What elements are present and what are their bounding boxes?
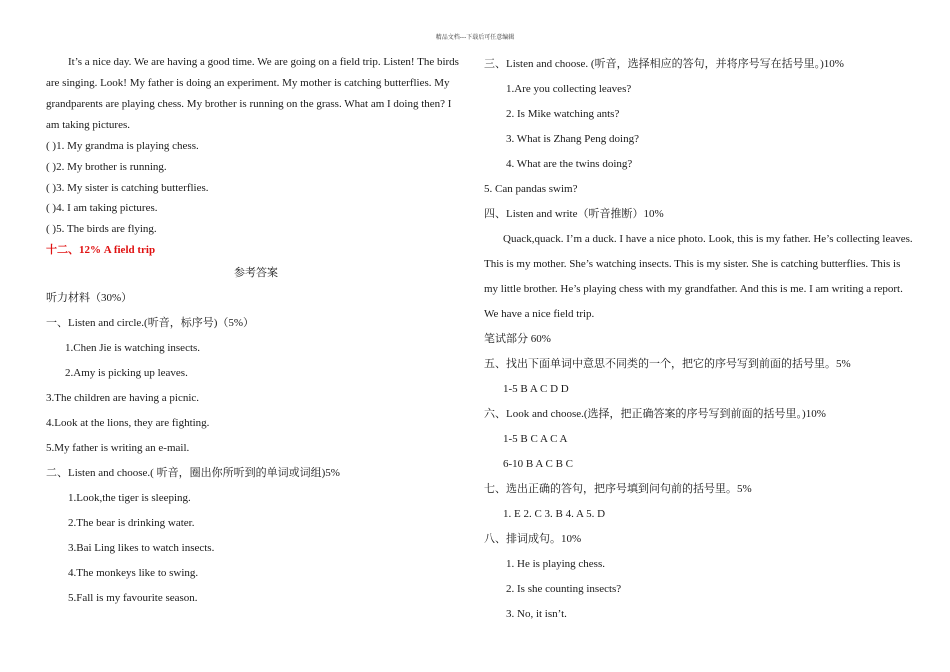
s2-item-5: 5.Fall is my favourite season. <box>68 591 198 604</box>
section-12-heading: 十二、12% A field trip <box>46 243 156 256</box>
s8-item-1: 1. He is playing chess. <box>506 558 605 570</box>
s1-item-4: 4.Look at the lions, they are fighting. <box>46 416 210 429</box>
s3-item-1: 1.Are you collecting leaves? <box>506 83 632 95</box>
s1-item-3: 3.The children are having a picnic. <box>46 391 200 404</box>
page-header: 精品文档---下载后可任意编辑 <box>435 34 515 41</box>
s2-item-1: 1.Look,the tiger is sleeping. <box>68 491 191 504</box>
section-6-answers-1: 1-5 B C A C A <box>503 433 568 445</box>
section-1-title: 一、Listen and circle.(听音，标序号)（5%） <box>46 316 255 329</box>
reading-passage: It’s a nice day. We are having a good time. We are going on a field trip. Listen! The birds are singing. Look! My father is doing an experiment. My mother is catching butterflies. My grandparents are playing chess. My brother is running on the grass. What am I doing then? I am taking pictures. <box>46 56 459 131</box>
section-5-answers: 1-5 B A C D D <box>503 383 569 395</box>
section-7-title: 七、选出正确的答句，把序号填到问句前的括号里。5% <box>484 483 752 495</box>
s2-item-3: 3.Bai Ling likes to watch insects. <box>68 541 215 554</box>
left-column <box>46 52 466 611</box>
s3-item-5: 5. Can pandas swim? <box>484 183 578 195</box>
section-3-title: 三、Listen and choose. (听音，选择相应的答句，并将序号写在括号里。)10% <box>484 58 844 70</box>
judge-item-5: ( )5. The birds are flying. <box>46 223 157 236</box>
section-2-title: 二、Listen and choose.( 听音，圈出你所听到的单词或词组)5% <box>46 466 340 479</box>
judge-item-2: ( )2. My brother is running. <box>46 160 167 173</box>
s2-item-2: 2.The bear is drinking water. <box>68 516 195 529</box>
listening-material-heading: 听力材料（30%） <box>46 291 133 304</box>
s8-item-2: 2. Is she counting insects? <box>506 583 622 595</box>
judge-item-3: ( )3. My sister is catching butterflies. <box>46 181 209 194</box>
section-6-title: 六、Look and choose.(选择，把正确答案的序号写到前面的括号里。)10% <box>484 408 826 420</box>
right-column <box>484 52 914 627</box>
s3-item-2: 2. Is Mike watching ants? <box>506 108 620 120</box>
section-5-title: 五、找出下面单词中意思不同类的一个，把它的序号写到前面的括号里。5% <box>484 358 851 370</box>
section-7-answers: 1. E 2. C 3. B 4. A 5. D <box>503 508 606 520</box>
s8-item-3: 3. No, it isn’t. <box>506 608 567 620</box>
answer-key-title: 参考答案 <box>234 266 278 279</box>
s1-item-2: 2.Amy is picking up leaves. <box>65 366 188 379</box>
section-8-title: 八、排词成句。10% <box>484 533 582 545</box>
section-4-passage: Quack,quack. I’m a duck. I have a nice photo. Look, this is my father. He’s collecting leaves. This is my mother. She’s watching insects. This is my sister. She is catching butterflies. This is my little brother. He’s playing chess with my grandfather. And this is me. I am writing a report. We have a nice field trip. <box>484 233 913 320</box>
s3-item-4: 4. What are the twins doing? <box>506 158 633 170</box>
s1-item-1: 1.Chen Jie is watching insects. <box>65 341 201 354</box>
judge-item-4: ( )4. I am taking pictures. <box>46 202 158 215</box>
section-6-answers-2: 6-10 B A C B C <box>503 458 573 470</box>
judge-item-1: ( )1. My grandma is playing chess. <box>46 140 199 152</box>
s2-item-4: 4.The monkeys like to swing. <box>68 566 199 579</box>
s3-item-3: 3. What is Zhang Peng doing? <box>506 133 639 145</box>
s1-item-5: 5.My father is writing an e-mail. <box>46 441 190 454</box>
written-part-heading: 笔试部分 60% <box>484 333 551 345</box>
section-4-title: 四、Listen and write（听音推断）10% <box>484 208 664 220</box>
